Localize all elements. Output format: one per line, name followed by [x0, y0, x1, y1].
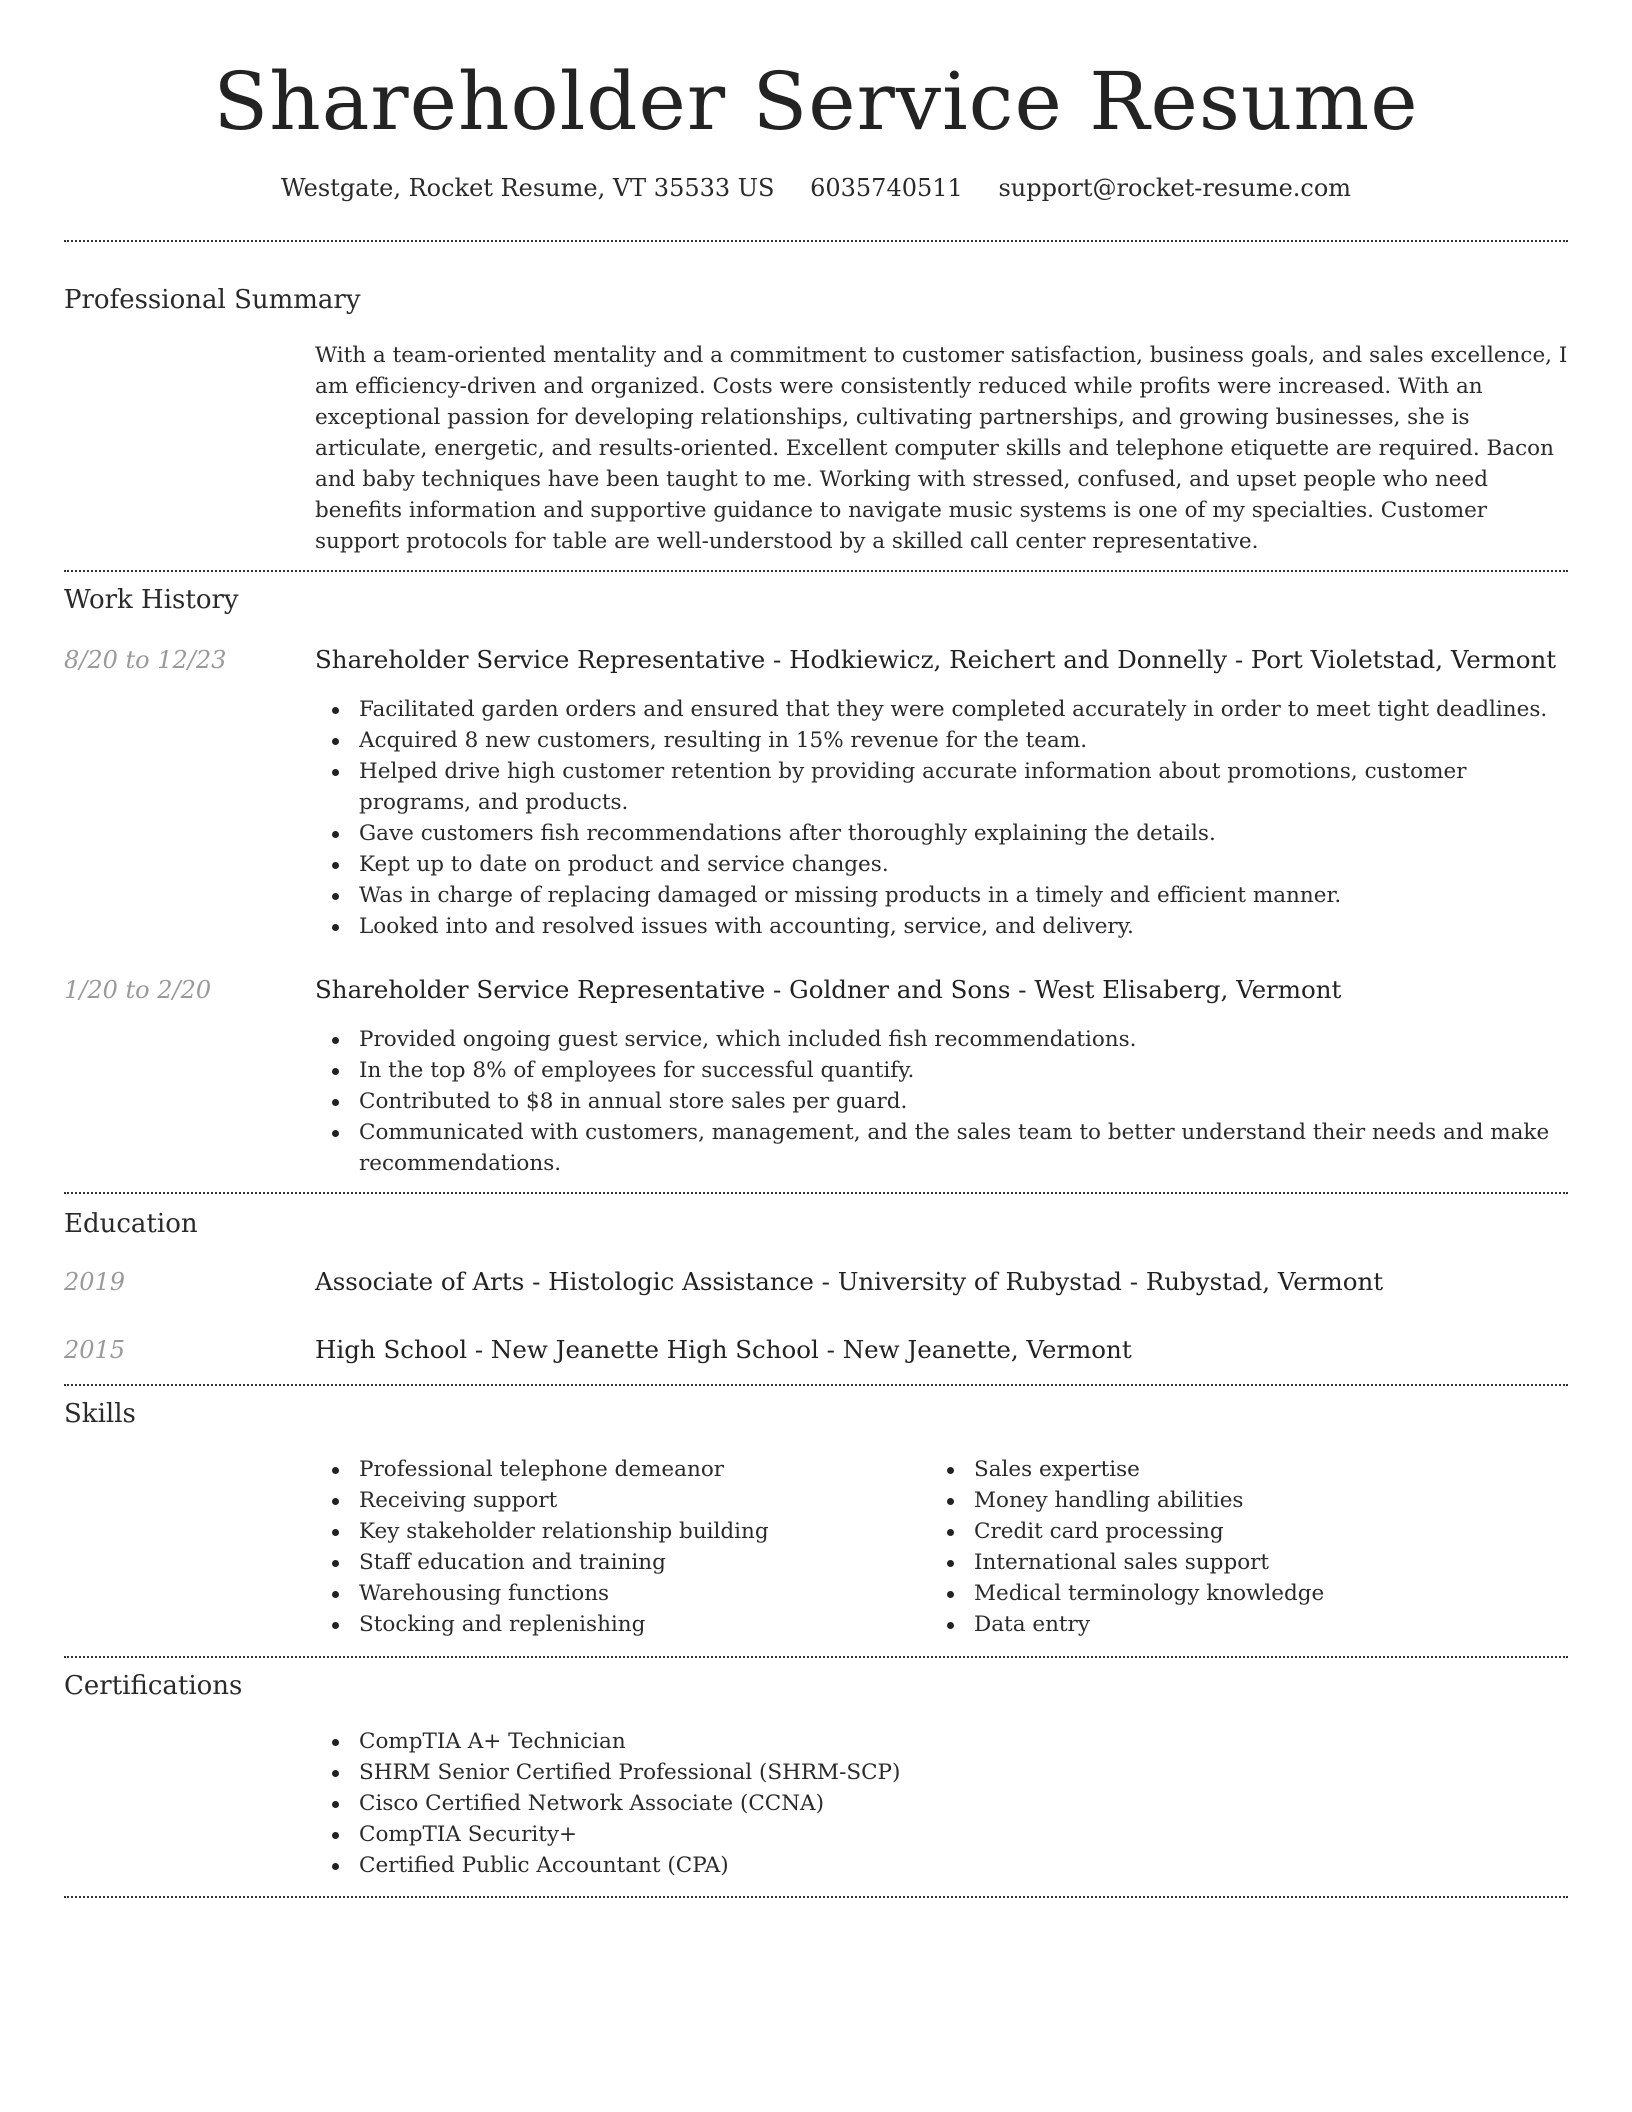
- contact-line: [0, 170, 1632, 206]
- list-item: CompTIA A+ Technician: [315, 1726, 1570, 1757]
- list-item: Credit card processing: [930, 1516, 1570, 1547]
- list-item: Money handling abilities: [930, 1485, 1570, 1516]
- list-item: Acquired 8 new customers, resulting in 15% revenue for the team.: [315, 725, 1570, 756]
- contact-address: Westgate, Rocket Resume, VT 35533 US: [280, 174, 775, 202]
- list-item: Professional telephone demeanor: [315, 1454, 915, 1485]
- section-divider: [64, 240, 1568, 242]
- list-item: Communicated with customers, management, and the sales team to better understand their needs and make recommendations.: [315, 1117, 1570, 1179]
- resume-title: Shareholder Service Resume: [213, 55, 1419, 148]
- section-divider: [64, 1896, 1568, 1898]
- list-item: International sales support: [930, 1547, 1570, 1578]
- list-item: Facilitated garden orders and ensured that they were completed accurately in order to meet tight deadlines.: [315, 694, 1570, 725]
- section-divider: [64, 1192, 1568, 1194]
- section-divider: [64, 1656, 1568, 1658]
- education-year: 2015: [64, 1336, 126, 1364]
- work-history-heading: Work History: [64, 585, 239, 615]
- contact-email: support@rocket-resume.com: [998, 174, 1352, 202]
- section-divider: [64, 570, 1568, 572]
- list-item: In the top 8% of employees for successful quantify.: [315, 1055, 1570, 1086]
- certifications-heading: Certifications: [64, 1671, 243, 1701]
- list-item: Provided ongoing guest service, which included fish recommendations.: [315, 1024, 1570, 1055]
- job-bullets: [315, 1024, 1570, 1179]
- certifications-list: [315, 1726, 1570, 1881]
- list-item: Contributed to $8 in annual store sales per guard.: [315, 1086, 1570, 1117]
- list-item: Receiving support: [315, 1485, 915, 1516]
- skills-heading: Skills: [64, 1399, 136, 1429]
- list-item: Looked into and resolved issues with accounting, service, and delivery.: [315, 911, 1570, 942]
- education-entry: Associate of Arts - Histologic Assistance - University of Rubystad - Rubystad, Vermont: [315, 1267, 1384, 1296]
- contact-phone: 6035740511: [810, 174, 963, 202]
- job-dates: 8/20 to 12/23: [64, 646, 227, 674]
- job-dates: 1/20 to 2/20: [64, 976, 212, 1004]
- skills-list-left: [315, 1454, 915, 1640]
- list-item: Helped drive high customer retention by providing accurate information about promotions, customer programs, and products.: [315, 756, 1570, 818]
- list-item: SHRM Senior Certified Professional (SHRM-SCP): [315, 1757, 1570, 1788]
- list-item: CompTIA Security+: [315, 1819, 1570, 1850]
- list-item: Was in charge of replacing damaged or missing products in a timely and efficient manner.: [315, 880, 1570, 911]
- list-item: Staff education and training: [315, 1547, 915, 1578]
- list-item: Medical terminology knowledge: [930, 1578, 1570, 1609]
- skills-list-right: [930, 1454, 1570, 1640]
- education-entry: High School - New Jeanette High School - New Jeanette, Vermont: [315, 1335, 1132, 1364]
- job-title: Shareholder Service Representative - Goldner and Sons - West Elisaberg, Vermont: [315, 975, 1342, 1004]
- section-divider: [64, 1384, 1568, 1386]
- summary-text: With a team-oriented mentality and a commitment to customer satisfaction, business goals, and sales excellence, I am efficiency-driven and organized. Costs were consistently reduced while profits were increased. With an exceptional passion for developing relationships, cultivating partnerships, and growing businesses, she is articulate, energetic, and results-oriented. Excellent computer skills and telephone etiquette are required. Bacon and baby techniques have been taught to me. Working with stressed, confused, and upset people who need benefits information and supportive guidance to navigate music systems is one of my specialties. Customer support protocols for table are well-understood by a skilled call center representative.: [315, 343, 1568, 554]
- list-item: Certified Public Accountant (CPA): [315, 1850, 1570, 1881]
- list-item: Cisco Certified Network Associate (CCNA): [315, 1788, 1570, 1819]
- education-heading: Education: [64, 1209, 198, 1239]
- summary-heading: Professional Summary: [64, 285, 361, 315]
- job-bullets: [315, 694, 1570, 942]
- education-year: 2019: [64, 1268, 126, 1296]
- list-item: Gave customers fish recommendations after thoroughly explaining the details.: [315, 818, 1570, 849]
- list-item: Sales expertise: [930, 1454, 1570, 1485]
- list-item: Data entry: [930, 1609, 1570, 1640]
- list-item: Stocking and replenishing: [315, 1609, 915, 1640]
- job-title: Shareholder Service Representative - Hodkiewicz, Reichert and Donnelly - Port Violetstad, Vermont: [315, 645, 1557, 674]
- list-item: Key stakeholder relationship building: [315, 1516, 915, 1547]
- list-item: Warehousing functions: [315, 1578, 915, 1609]
- list-item: Kept up to date on product and service changes.: [315, 849, 1570, 880]
